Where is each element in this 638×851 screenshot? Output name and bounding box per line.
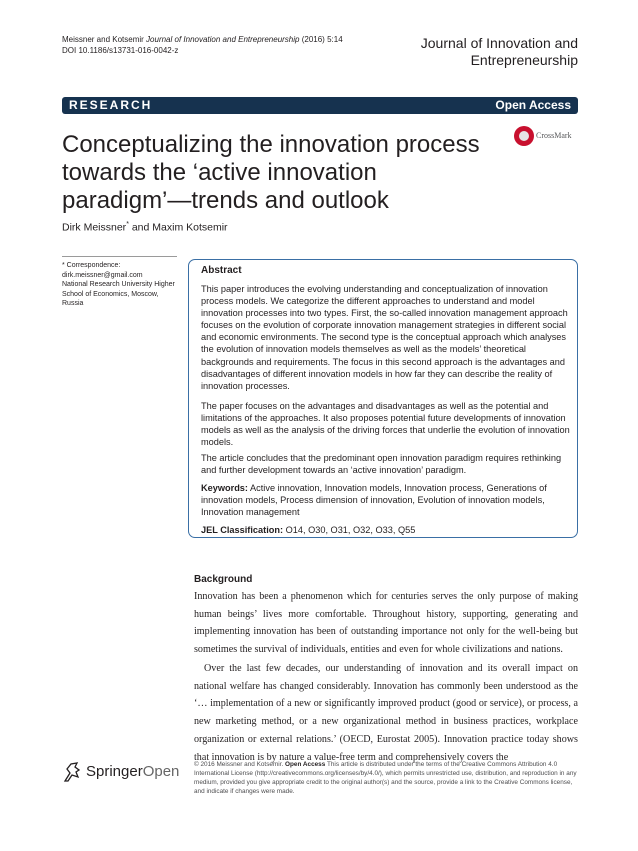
crossmark-label: CrossMark <box>536 131 572 140</box>
crossmark-badge[interactable] <box>514 126 580 146</box>
correspondence-label: * Correspondence: <box>62 262 121 269</box>
keywords-label: Keywords: <box>201 483 248 493</box>
crossmark-icon-inner <box>519 131 529 141</box>
article-title <box>62 131 502 215</box>
title-line3: paradigm’—trends and outlook <box>62 187 389 214</box>
jel-label: JEL Classification: <box>201 525 284 535</box>
license-text <box>194 760 578 796</box>
affiliation-line1: National Research University Higher <box>62 281 175 288</box>
open-access-label: Open Access <box>495 98 571 112</box>
journal-name <box>358 35 578 69</box>
keywords <box>201 482 571 518</box>
jel-codes: O14, O30, O31, O32, O33, Q55 <box>285 525 416 535</box>
abstract-paragraph-3: The article concludes that the predominant open innovation paradigm requires rethinking and further development towards an ‘active innovation’ paradigm. <box>201 453 562 476</box>
background-heading: Background <box>194 574 253 585</box>
author-first: Dirk Meissner <box>62 221 127 234</box>
jel-classification <box>201 524 571 536</box>
title-line1: Conceptualizing the innovation process <box>62 131 480 158</box>
springer-horse-icon <box>62 761 82 783</box>
citation-authors: Meissner and Kotsemir <box>62 35 144 44</box>
article-type-label: RESEARCH <box>69 98 153 112</box>
abstract-paragraph-1: This paper introduces the evolving understanding and conceptualization of innovation process models. We categorize the different approaches to understand and model innovation processes into two types. First, the so-called innovation management approach focuses on the evolution of corporate innovation management strategies in different social and economic environments. The second type is the conceptual approach which analyses the evolution of innovation models themselves as well as the models’ theoretical backgrounds and requirements. The focus in this second approach is the advantages and disadvantages of different innovation models in how far they can describe the reality of innovation processes. <box>201 284 568 391</box>
corresponding-marker: * <box>126 221 129 228</box>
article-type-banner <box>62 97 578 114</box>
affiliation-line2: School of Economics, Moscow, <box>62 290 159 298</box>
background-paragraph-1: Innovation has been a phenomenon which for centuries serves the only purpose of making human beings’ lives more comfortable. Throughout history, supporting, generating and implementing innovation has been of outstanding importance not only for the well-being but sometimes the survival of individuals, entities and even for whole civilizations and nations. <box>194 591 578 656</box>
citation-doi: DOI 10.1186/s13731-016-0042-z <box>62 45 179 55</box>
correspondence-divider <box>62 256 177 257</box>
citation-line <box>62 35 382 56</box>
journal-name-line1: Journal of Innovation and <box>420 35 578 51</box>
journal-name-line2: Entrepreneurship <box>470 52 578 68</box>
abstract-paragraph-2: The paper focuses on the advantages and disadvantages as well as the potential and limitations of the approaches. It also proposes potential future developments of innovation models as well as the analysis of the driving forces that underlie the evolution of innovation models. <box>201 401 570 448</box>
abstract-heading: Abstract <box>201 265 242 276</box>
title-line2: towards the ‘active innovation <box>62 159 377 186</box>
citation-volume: (2016) 5:14 <box>301 35 343 44</box>
correspondence-email[interactable]: dirk.meissner@gmail.com <box>62 271 143 279</box>
correspondence-block <box>62 261 182 309</box>
author-rest: and Maxim Kotsemir <box>128 221 228 234</box>
citation-journal: Journal of Innovation and Entrepreneurship <box>146 35 300 44</box>
springer-open-wordmark: SpringerOpen <box>86 763 180 780</box>
springer-open-logo <box>62 761 180 785</box>
affiliation-line3: Russia <box>62 300 84 307</box>
license-open-access: Open Access <box>285 761 326 768</box>
author-list <box>62 221 228 234</box>
license-body: This article is distributed under the terms of the Creative Commons Attribution 4.0 International License (http://creativecommons.org/licenses/by/4.0/), which permits unrestricted use, distribution, and reproduction in any medium, provided you give appropriate credit to the original author(s) and the source, provide a link to the Creative Commons license, and indicate if changes were made. <box>194 761 577 795</box>
keywords-text: Active innovation, Innovation models, Innovation process, Generations of innovation models, Process dimension of innovation, Evolution of innovation models, Innovation management <box>201 483 547 518</box>
background-paragraph-2: Over the last few decades, our understanding of innovation and its overall impact on national welfare has changed considerably. Innovation has commonly been understood as the ‘… implementation of a new or significantly improved product (good or service), or process, a new marketing method, or a new organizational method in business practices, workplace organization or external relations.’ (OECD, Eurostat 2005). Innovation practice today shows that innovation is by nature a value-free term and comprehensively covers the <box>194 663 578 763</box>
license-prefix: © 2016 Meissner and Kotsemir. <box>194 761 284 768</box>
